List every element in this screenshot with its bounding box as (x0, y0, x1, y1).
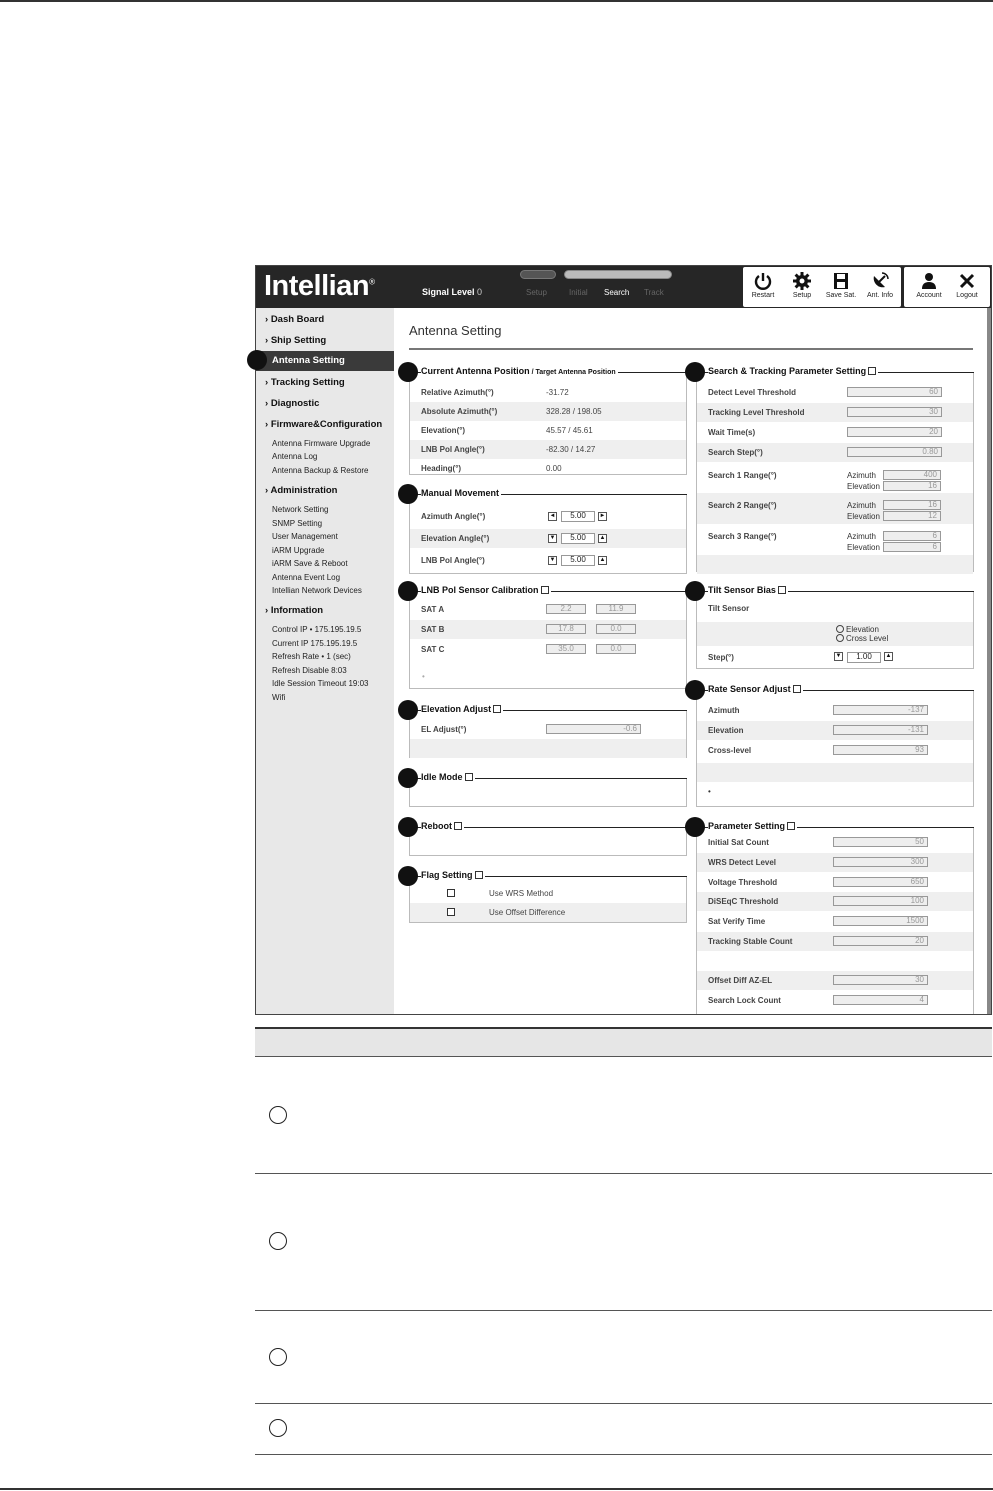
antenna-setting-label: Antenna Setting (272, 355, 345, 366)
collapse-checkbox[interactable] (787, 822, 795, 830)
main-content (394, 308, 990, 1015)
save-sat-label: Save Sat. (825, 292, 857, 299)
floppy-icon (831, 271, 851, 291)
table-row-divider (255, 1454, 992, 1455)
info-line: Current IP 175.195.19.5 (272, 639, 358, 648)
wrs-method-label: Use WRS Method (489, 889, 554, 898)
row-label: Heading(°) (421, 464, 462, 473)
wait-time-field[interactable]: 20 (847, 427, 942, 437)
reboot-title (421, 821, 464, 831)
page-title: Antenna Setting (409, 323, 502, 338)
row-label: Search 2 Range(°) (708, 501, 777, 510)
sat-b-value-1: 17.8 (546, 624, 586, 634)
sidebar (256, 308, 394, 1015)
row-label: Detect Level Threshold (708, 388, 797, 397)
title-text: Elevation Adjust (421, 704, 492, 714)
sidebar-subitem[interactable]: iARM Save & Reboot (272, 559, 348, 568)
flag-setting-panel (409, 876, 687, 923)
elevation-rate-field[interactable]: -131 (833, 725, 928, 735)
title-text: Rate Sensor Adjust (708, 684, 791, 694)
sidebar-subitem[interactable]: Antenna Backup & Restore (272, 466, 369, 475)
cross-level-option[interactable] (836, 634, 888, 643)
tracking-level-field[interactable]: 30 (847, 407, 942, 417)
ant-info-button[interactable] (861, 267, 899, 307)
sidebar-item-firmware[interactable]: › Firmware&Configuration (265, 419, 383, 430)
account-button[interactable] (910, 267, 948, 307)
tracking-setting-label: Tracking Setting (270, 377, 345, 388)
row-label: Absolute Azimuth(°) (421, 407, 498, 416)
collapse-checkbox[interactable] (868, 367, 876, 375)
screenshot-frame (255, 265, 992, 1015)
sidebar-subitem[interactable]: Antenna Log (272, 452, 318, 461)
title-text: Search & Tracking Parameter Setting (708, 366, 867, 376)
collapse-checkbox[interactable] (454, 822, 462, 830)
restart-label: Restart (751, 292, 775, 299)
up-button[interactable]: ▲ (885, 653, 892, 659)
wrs-detect-level-field[interactable]: 300 (833, 857, 928, 867)
title-text: LNB Pol Sensor Calibration (421, 585, 539, 595)
elevation-sublabel: Elevation (847, 543, 880, 552)
search2-azimuth-field[interactable]: 16 (883, 500, 941, 510)
sat-a-value-2: 11.9 (596, 604, 636, 614)
callout-marker (398, 866, 418, 886)
user-icon (919, 271, 939, 291)
row-label: Voltage Threshold (708, 878, 778, 887)
azimuth-angle-field[interactable]: 5.00 (561, 511, 595, 522)
radio-button[interactable] (836, 625, 844, 633)
search3-azimuth-field[interactable]: 6 (883, 531, 941, 541)
row-label: EL Adjust(°) (421, 725, 467, 734)
setup-label: Setup (792, 292, 812, 299)
table-row-marker (269, 1232, 287, 1250)
row-label: Initial Sat Count (708, 838, 769, 847)
scrollbar[interactable] (987, 308, 991, 1015)
title-text: Idle Mode (421, 772, 463, 782)
stage-track: Track (644, 288, 664, 297)
row-label: SAT C (421, 645, 445, 654)
voltage-threshold-field[interactable]: 650 (833, 877, 928, 887)
sidebar-item-administration[interactable]: › Administration (265, 485, 338, 496)
sidebar-subitem[interactable]: User Management (272, 532, 338, 541)
callout-marker (398, 768, 418, 788)
collapse-checkbox[interactable] (541, 586, 549, 594)
info-line: Wifi (272, 693, 286, 702)
satellite-dish-icon (870, 271, 890, 291)
sat-c-value-1: 35.0 (546, 644, 586, 654)
table-row-divider (255, 1310, 992, 1311)
rate-sensor-title (708, 684, 803, 694)
parameter-setting-panel (696, 827, 974, 1015)
row-value: 328.28 / 198.05 (546, 407, 602, 416)
collapse-checkbox[interactable] (475, 871, 483, 879)
row-label: SAT B (421, 625, 445, 634)
page-top-rule (0, 0, 993, 2)
callout-marker (247, 350, 267, 370)
down-button[interactable]: ▼ (549, 557, 556, 563)
elevation-sublabel: Elevation (847, 482, 880, 491)
firmware-label: Firmware&Configuration (270, 419, 383, 430)
callout-marker (685, 817, 705, 837)
ship-setting-label: Ship Setting (270, 335, 327, 346)
page-bottom-rule (0, 1488, 993, 1490)
step-field[interactable]: 1.00 (847, 652, 881, 663)
row-value: -31.72 (546, 388, 569, 397)
sidebar-subitem[interactable]: iARM Upgrade (272, 546, 325, 555)
row-label: Tracking Stable Count (708, 937, 793, 946)
sat-a-value-1: 2.2 (546, 604, 586, 614)
row-label: Search Step(°) (708, 448, 763, 457)
logo-mark: ® (369, 277, 375, 287)
sidebar-item-diagnostic[interactable]: › Diagnostic (265, 398, 320, 409)
detect-level-field[interactable]: 60 (847, 387, 942, 397)
manual-movement-title: Manual Movement (421, 488, 500, 498)
callout-marker (398, 362, 418, 382)
close-icon (957, 271, 977, 291)
sidebar-item-dash-board[interactable]: › Dash Board (265, 314, 325, 325)
row-label: Search 3 Range(°) (708, 532, 777, 541)
stage-setup: Setup (526, 288, 547, 297)
info-line: Idle Session Timeout 19:03 (272, 679, 369, 688)
lnb-pol-angle-field[interactable]: 5.00 (561, 555, 595, 566)
power-icon (753, 271, 773, 291)
increase-button[interactable]: ► (599, 513, 606, 519)
stage-initial: Initial (569, 288, 588, 297)
row-label: WRS Detect Level (708, 858, 777, 867)
setup-button[interactable] (783, 267, 821, 307)
tilt-bias-title (708, 585, 788, 595)
parameter-setting-title (708, 821, 797, 831)
reboot-panel (409, 827, 687, 856)
azimuth-rate-field[interactable]: -137 (833, 705, 928, 715)
offset-difference-label: Use Offset Difference (489, 908, 566, 917)
rate-sensor-panel (696, 690, 974, 807)
wrs-method-checkbox[interactable] (447, 889, 455, 897)
elevation-sublabel: Elevation (847, 512, 880, 521)
sidebar-item-antenna-setting[interactable] (256, 351, 394, 371)
radio-button[interactable] (836, 634, 844, 642)
title-rule (409, 348, 973, 350)
search2-elevation-field[interactable]: 12 (883, 511, 941, 521)
search-tracking-title (708, 366, 878, 376)
sat-b-value-2: 0.0 (596, 624, 636, 634)
sidebar-subitem[interactable]: Network Setting (272, 505, 329, 514)
lnb-calibration-title (421, 585, 551, 595)
idle-mode-panel (409, 778, 687, 807)
collapse-checkbox[interactable] (793, 685, 801, 693)
row-value: 0.00 (546, 464, 562, 473)
tracking-stable-count-field[interactable]: 20 (833, 936, 928, 946)
sidebar-item-information[interactable]: › Information (265, 605, 324, 616)
table-row-marker (269, 1348, 287, 1366)
table-row-divider (255, 1173, 992, 1174)
info-line: Refresh Disable 8:03 (272, 666, 347, 675)
sidebar-subitem[interactable]: SNMP Setting (272, 519, 323, 528)
signal-bar-right (564, 270, 672, 279)
gear-icon (792, 271, 812, 291)
row-label: LNB Pol Angle(°) (421, 556, 485, 565)
dash-board-label: Dash Board (270, 314, 325, 325)
row-label: Cross-level (708, 746, 752, 755)
decrease-button[interactable]: ◄ (549, 513, 556, 519)
azimuth-sublabel: Azimuth (847, 471, 876, 480)
collapse-checkbox[interactable] (778, 586, 786, 594)
info-line: Refresh Rate • 1 (sec) (272, 652, 351, 661)
app-header (256, 266, 992, 308)
search1-azimuth-field[interactable]: 400 (883, 470, 941, 480)
title-sub: / Target Antenna Position (529, 369, 616, 376)
row-label: Azimuth (708, 706, 740, 715)
row-label: LNB Pol Angle(°) (421, 445, 485, 454)
description-table-header (255, 1027, 992, 1057)
offset-difference-checkbox[interactable] (447, 908, 455, 916)
azimuth-sublabel: Azimuth (847, 532, 876, 541)
callout-marker (685, 362, 705, 382)
sidebar-item-tracking-setting[interactable]: › Tracking Setting (265, 377, 345, 388)
row-label: Offset Diff AZ-EL (708, 976, 773, 985)
row-label: Step(°) (708, 653, 734, 662)
current-position-title (421, 366, 618, 376)
offset-diff-field[interactable]: 30 (833, 975, 928, 985)
signal-bar-left (520, 270, 556, 279)
restart-button[interactable] (744, 267, 782, 307)
stage-search: Search (604, 288, 630, 297)
elevation-adjust-title (421, 704, 503, 714)
up-button[interactable]: ▲ (599, 557, 606, 563)
bullet-mark: • (708, 787, 711, 796)
callout-marker (398, 817, 418, 837)
initial-sat-count-field[interactable]: 50 (833, 837, 928, 847)
bullet-mark: • (422, 672, 425, 681)
sat-verify-time-field[interactable]: 1500 (833, 916, 928, 926)
title-text: Current Antenna Position (421, 366, 530, 376)
cross-level-rate-field[interactable]: 93 (833, 745, 928, 755)
collapse-checkbox[interactable] (465, 773, 473, 781)
logout-label: Logout (956, 292, 978, 299)
row-label: Azimuth Angle(°) (421, 512, 486, 521)
account-label: Account (916, 292, 942, 299)
logout-button[interactable] (948, 267, 986, 307)
ant-info-label: Ant. Info (866, 292, 894, 299)
search-step-field[interactable]: 0.80 (847, 447, 942, 457)
manual-movement-panel (409, 494, 687, 574)
collapse-checkbox[interactable] (493, 705, 501, 713)
sidebar-subitem[interactable]: Antenna Event Log (272, 573, 341, 582)
title-text: Reboot (421, 821, 452, 831)
callout-marker (398, 581, 418, 601)
azimuth-sublabel: Azimuth (847, 501, 876, 510)
callout-marker (685, 581, 705, 601)
table-row-marker (269, 1106, 287, 1124)
administration-label: Administration (270, 485, 338, 496)
search-lock-count-field[interactable]: 4 (833, 995, 928, 1005)
table-row-divider (255, 1403, 992, 1404)
flag-setting-title (421, 870, 485, 880)
current-position-panel (409, 372, 687, 475)
idle-mode-title (421, 772, 475, 782)
sidebar-subitem[interactable]: Antenna Firmware Upgrade (272, 439, 371, 448)
tilt-bias-panel (696, 591, 974, 669)
info-line: Control IP • 175.195.19.5 (272, 625, 362, 634)
down-button[interactable]: ▼ (549, 535, 556, 541)
title-text: Parameter Setting (708, 821, 786, 831)
row-label: Search 1 Range(°) (708, 471, 777, 480)
callout-marker (398, 700, 418, 720)
callout-marker (685, 680, 705, 700)
signal-level-label: Signal Level (422, 287, 475, 297)
row-value: 45.57 / 45.61 (546, 426, 593, 435)
logo-text: Intellian (264, 270, 370, 302)
option-label: Cross Level (846, 634, 889, 643)
row-label: Wait Time(s) (708, 428, 756, 437)
up-button[interactable]: ▲ (599, 535, 606, 541)
option-label: Elevation (846, 625, 879, 634)
diseqc-threshold-field[interactable]: 100 (833, 896, 928, 906)
row-label: SAT A (421, 605, 445, 614)
row-label: Relative Azimuth(°) (421, 388, 494, 397)
title-text: Tilt Sensor Bias (708, 585, 776, 595)
row-label: Elevation Angle(°) (421, 534, 490, 543)
signal-level-value: 0 (477, 287, 483, 297)
sat-c-value-2: 0.0 (596, 644, 636, 654)
row-label: Tracking Level Threshold (708, 408, 805, 417)
toolbar-account (904, 267, 990, 307)
information-label: Information (270, 605, 324, 616)
search1-elevation-field[interactable]: 16 (883, 481, 941, 491)
row-label: Sat Verify Time (708, 917, 766, 926)
el-adjust-field[interactable]: -0.6 (546, 724, 641, 734)
elevation-adjust-panel (409, 710, 687, 758)
sidebar-subitem[interactable]: Intellian Network Devices (272, 586, 362, 595)
callout-marker (398, 484, 418, 504)
lnb-calibration-panel (409, 591, 687, 689)
intellian-logo (264, 270, 374, 303)
row-label: DiSEqC Threshold (708, 897, 779, 906)
row-value: -82.30 / 14.27 (546, 445, 596, 454)
search-tracking-panel (696, 372, 974, 572)
elevation-angle-field[interactable]: 5.00 (561, 533, 595, 544)
toolbar-main (743, 267, 901, 307)
table-row-marker (269, 1419, 287, 1437)
down-button[interactable]: ▼ (835, 653, 842, 659)
sidebar-item-ship-setting[interactable]: › Ship Setting (265, 335, 327, 346)
search3-elevation-field[interactable]: 6 (883, 542, 941, 552)
row-label: Search Lock Count (708, 996, 781, 1005)
save-sat-button[interactable] (822, 267, 860, 307)
row-label: Tilt Sensor (708, 604, 750, 613)
diagnostic-label: Diagnostic (270, 398, 320, 409)
title-text: Flag Setting (421, 870, 473, 880)
elevation-option[interactable] (836, 625, 879, 634)
row-label: Elevation (708, 726, 744, 735)
row-label: Elevation(°) (421, 426, 466, 435)
